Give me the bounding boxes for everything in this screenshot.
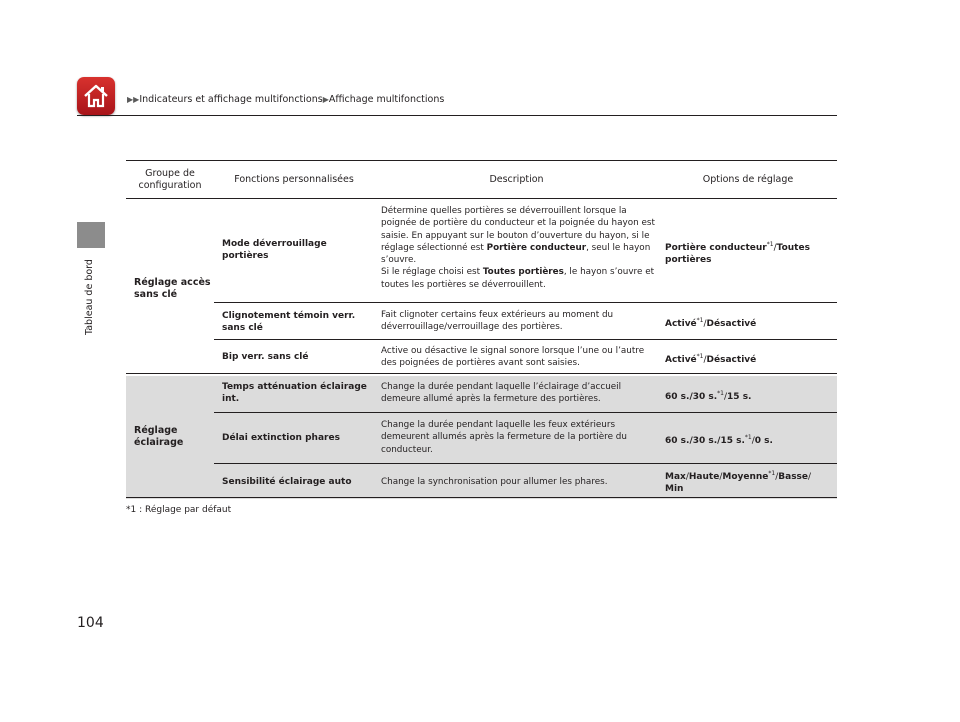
description: Active ou désactive le signal sonore lorsque l’une ou l’autre des poignées de portières avant sont saisies. bbox=[381, 346, 645, 369]
function-name: Clignotement témoin verr. sans clé bbox=[222, 311, 356, 333]
settings-table bbox=[126, 160, 837, 499]
page-number: 104 bbox=[77, 615, 104, 631]
function-name: Délai extinction phares bbox=[222, 433, 340, 443]
description: Change la durée pendant laquelle les feux extérieurs demeurent allumés après la fermeture de la portière du conducteur. bbox=[381, 420, 627, 455]
function-name: Bip verr. sans clé bbox=[222, 352, 309, 362]
function-name: Mode déverrouillage portières bbox=[222, 239, 327, 261]
options: 60 s./30 s.$^{*1}$/15 s. bbox=[665, 390, 752, 402]
options: 60 s./30 s./15 s.$^{*1}$/0 s. bbox=[665, 434, 773, 446]
group-divider bbox=[126, 373, 837, 374]
options: Activé$^{*1}$/Désactivé bbox=[665, 353, 757, 365]
description: Fait clignoter certains feux extérieurs au moment du déverrouillage/verrouillage des portières. bbox=[381, 310, 614, 333]
table-bottom-rule bbox=[126, 497, 837, 498]
header-function: Fonctions personnalisées bbox=[234, 173, 354, 185]
breadcrumb-item-1[interactable]: Indicateurs et affichage multifonctions bbox=[139, 94, 323, 105]
options: Portière conducteur$^{*1}$/Toutes portières bbox=[665, 241, 810, 265]
breadcrumb-arrow-icon: ▶ bbox=[322, 95, 329, 104]
header-description: Description bbox=[489, 173, 544, 185]
group-keyless-access bbox=[126, 199, 837, 375]
group-lighting bbox=[126, 376, 837, 499]
chapter-tab[interactable] bbox=[77, 222, 105, 248]
function-name: Temps atténuation éclairage int. bbox=[222, 382, 367, 404]
breadcrumb bbox=[127, 94, 444, 105]
home-button[interactable] bbox=[77, 77, 115, 115]
header-group: Groupe de configuration bbox=[138, 167, 202, 191]
description: Détermine quelles portières se déverrouillent lorsque la poignée de portière du conducteur et la poignée du hayon est saisie. En appuyant sur le bouton d’ouverture du hayon, si le réglage sélectionné est Portière conducteur, seul le hayon s’ouvre. Si le réglage choisi est Toutes portières, le hayon s’ouvre et toutes les portières se déverrouillent. bbox=[381, 206, 655, 290]
table-row bbox=[214, 303, 837, 340]
options: Max/Haute/Moyenne$^{*1}$/Basse/ Min bbox=[665, 470, 812, 494]
breadcrumb-arrow-icon: ▶▶ bbox=[127, 95, 140, 104]
header-rule bbox=[77, 115, 837, 116]
table-row bbox=[214, 340, 837, 375]
table-row bbox=[214, 376, 837, 413]
table-row bbox=[214, 464, 837, 499]
description: Change la durée pendant laquelle l’éclairage d’accueil demeure allumé après la fermeture des portières. bbox=[381, 382, 622, 405]
table-row bbox=[214, 413, 837, 464]
chapter-label: Tableau de bord bbox=[84, 259, 95, 335]
description: Change la synchronisation pour allumer les phares. bbox=[381, 477, 608, 487]
group-label: Réglage éclairage bbox=[134, 425, 184, 448]
table-row bbox=[214, 199, 837, 303]
group-label: Réglage accès sans clé bbox=[134, 277, 211, 300]
header-options: Options de réglage bbox=[702, 173, 794, 185]
function-name: Sensibilité éclairage auto bbox=[222, 477, 352, 487]
home-icon bbox=[82, 82, 110, 110]
footnote: *1 : Réglage par défaut bbox=[126, 505, 232, 515]
options: Activé$^{*1}$/Désactivé bbox=[665, 317, 757, 329]
table-header bbox=[126, 160, 837, 199]
breadcrumb-item-2[interactable]: Affichage multifonctions bbox=[328, 94, 445, 105]
